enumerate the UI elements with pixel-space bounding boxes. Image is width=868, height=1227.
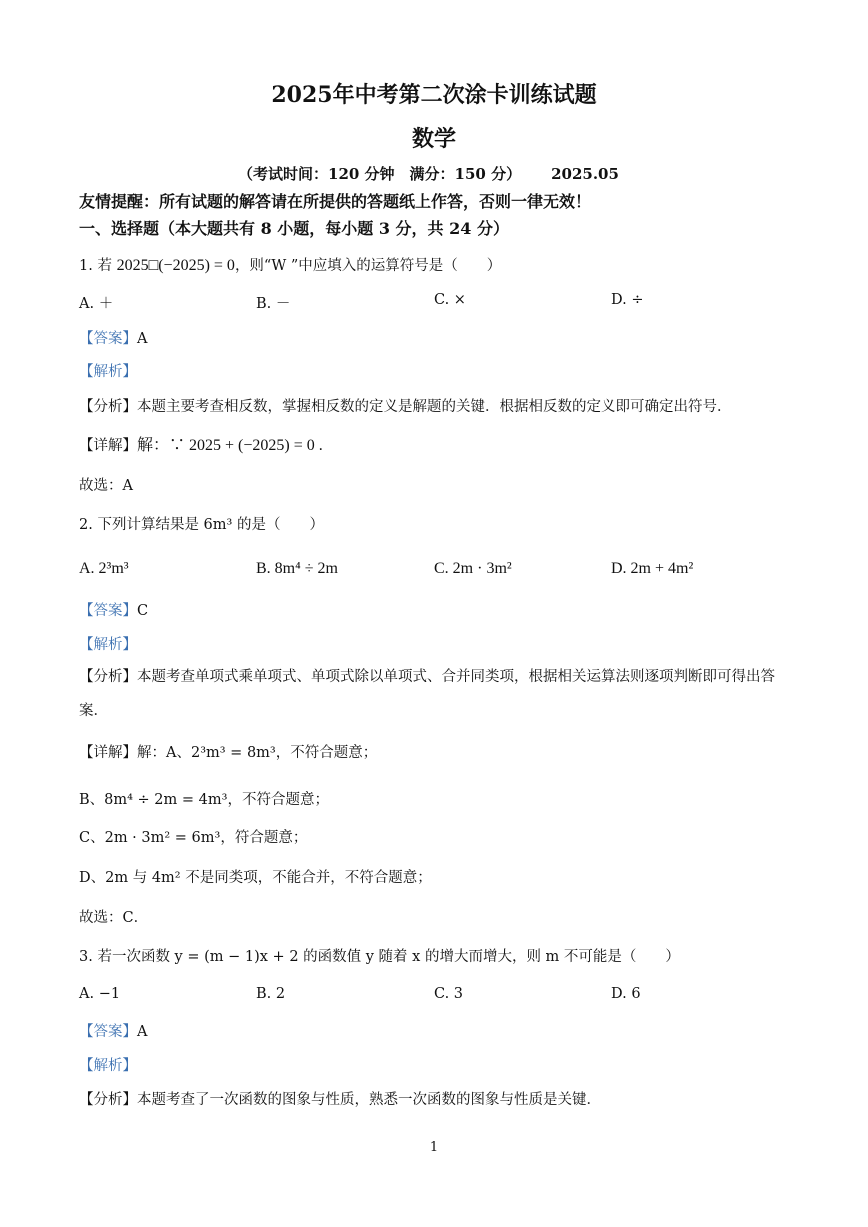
q2-answer xyxy=(79,599,148,620)
section-heading: 一、选择题（本大题共有 8 小题，每小题 3 分，共 24 分） xyxy=(79,219,509,238)
exam-title: 2025年中考第二次涂卡训练试题 xyxy=(271,82,597,108)
answer-tag: 【答案】 xyxy=(79,1024,137,1040)
q3-answer xyxy=(79,1020,147,1041)
q2-analysis-tag: 【解析】 xyxy=(79,637,137,653)
q1-detail-text: 解：∵ 2025 + (−2025) = 0 . xyxy=(137,437,323,454)
q3-option-a: A. −1 xyxy=(79,986,121,1002)
q1-answer xyxy=(79,327,147,348)
detail-tag: 【详解】 xyxy=(79,438,137,454)
q3-fenxi: 【分析】本题考查了一次函数的图象与性质，熟悉一次函数的图象与性质是关键． xyxy=(79,1092,601,1108)
page-number: 1 xyxy=(429,1140,439,1155)
q2-choose: 故选：C． xyxy=(79,910,149,926)
q1-choose: 故选：A xyxy=(79,478,133,494)
q2-fenxi: 【分析】本题考查单项式乘单项式、单项式除以单项式、合并同类项，根据相关运算法则逐项判断即可得出答案． xyxy=(79,669,775,719)
q2-option-a: A. 2³m³ xyxy=(79,560,129,577)
answer-tag: 【答案】 xyxy=(79,603,137,619)
q3-option-c: C. 3 xyxy=(434,986,464,1002)
q2-detail-b: B、8m⁴ ÷ 2m = 4m³，不符合题意； xyxy=(79,792,329,808)
q2-option-d: D. 2m + 4m² xyxy=(611,560,694,577)
notice: 友情提醒：所有试题的解答请在所提供的答题纸上作答，否则一律无效！ xyxy=(79,192,592,211)
q3-option-d: D. 6 xyxy=(611,986,641,1002)
q1-option-d: D. ÷ xyxy=(611,292,644,308)
q1-fenxi: 【分析】本题主要考查相反数，掌握相反数的定义是解题的关键．根据相反数的定义即可确定出符号． xyxy=(79,399,732,415)
q3-answer-value: A xyxy=(137,1024,148,1040)
exam-time-score: （考试时间：120 分钟 满分：150 分） xyxy=(238,165,522,183)
q3-option-b: B. 2 xyxy=(256,986,286,1002)
q2-answer-value: C xyxy=(137,603,149,619)
q2-detail-d: D、2m 与 4m² 不是同类项，不能合并，不符合题意； xyxy=(79,870,432,886)
q2-detail-a: 【详解】解：A、2³m³ = 8m³，不符合题意； xyxy=(79,745,378,761)
q2-detail-c: C、2m · 3m² = 6m³，符合题意； xyxy=(79,830,308,846)
q1-answer-value: A xyxy=(137,331,148,347)
q1-prefix: 1. 若 xyxy=(79,258,112,274)
question-3-stem: 3. 若一次函数 y = (m − 1)x + 2 的函数值 y 随着 x 的增大而增大，则 m 不可能是（ ） xyxy=(79,949,680,965)
q1-option-b: B. － xyxy=(256,296,291,312)
q3-analysis-tag: 【解析】 xyxy=(79,1058,137,1074)
q1-option-c: C. × xyxy=(434,292,466,308)
exam-date: 2025.05 xyxy=(551,165,619,183)
answer-tag: 【答案】 xyxy=(79,331,137,347)
question-1-stem xyxy=(79,254,501,275)
q1-suffix: ，则“W ”中应填入的运算符号是（ ） xyxy=(234,258,502,274)
q1-expression: 2025□(−2025) = 0 xyxy=(116,257,235,274)
q2-option-c: C. 2m · 3m² xyxy=(434,560,512,577)
q1-analysis-tag: 【解析】 xyxy=(79,364,137,380)
exam-info xyxy=(238,163,619,184)
question-2-stem: 2. 下列计算结果是 6m³ 的是（ ） xyxy=(79,517,324,533)
q2-option-b: B. 8m⁴ ÷ 2m xyxy=(256,560,338,577)
q1-option-a: A. ＋ xyxy=(79,296,114,312)
q1-detail xyxy=(79,432,323,455)
subject-title: 数学 xyxy=(411,126,456,152)
